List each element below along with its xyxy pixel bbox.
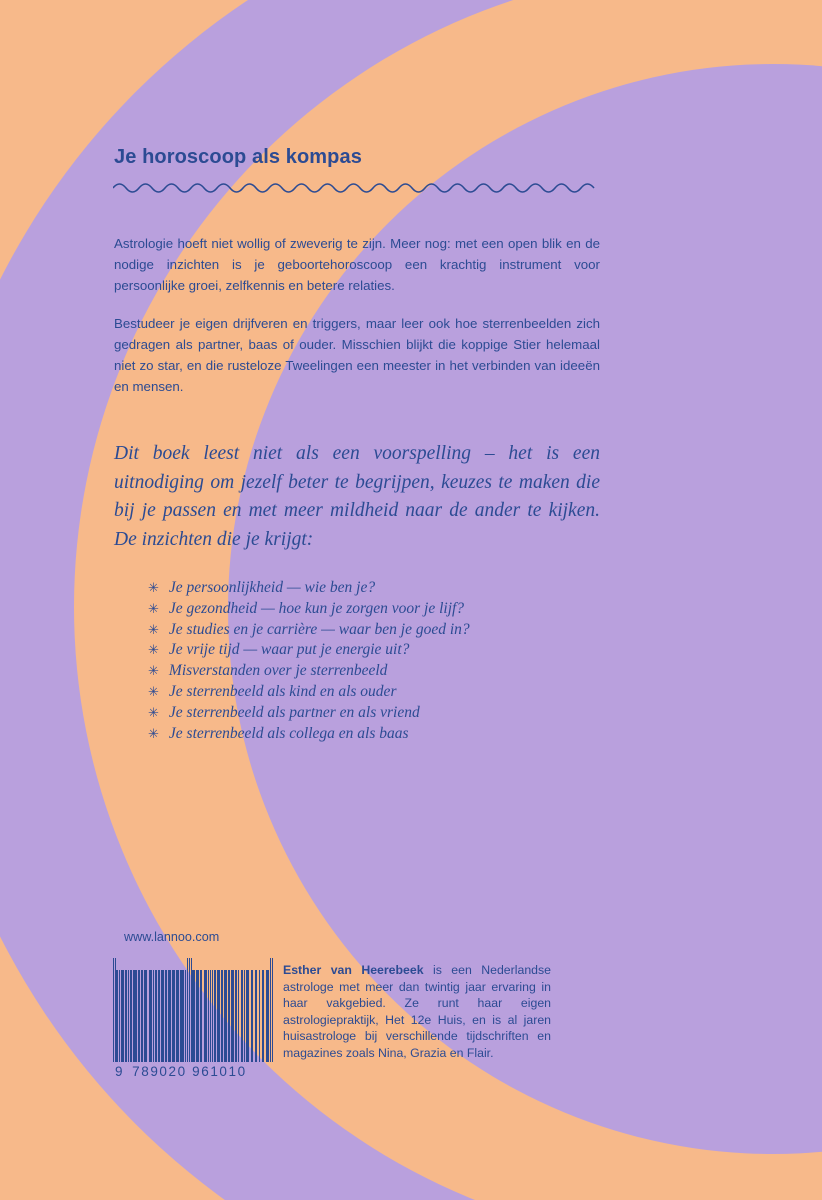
list-item: [148, 703, 588, 724]
author-bio-text: is een Nederlandse astrologe met meer dan twintig jaar ervaring in haar vakgebied. Ze runt haar eigen astrologiepraktijk, Het 12e Huis, en is al jaren huisastrologe bij verschillende tijdschriften en magazines zoals Nina, Grazia en Flair.: [283, 963, 551, 1060]
paragraph-2: Bestudeer je eigen drijfveren en triggers, maar leer ook hoe sterrenbeelden zich gedragen als partner, baas of ouder. Misschien blijkt die koppige Stier helemaal niet zo star, en die rusteloze Tweelingen een meester in het verbinden van ideeën en mensen.: [114, 316, 600, 394]
list-item: [148, 724, 588, 745]
list-item: [148, 682, 588, 703]
author-bio: [283, 962, 551, 1062]
list-item: [148, 620, 588, 641]
barcode-prefix-digit: 9: [115, 1064, 125, 1079]
asterisk-icon: ✳: [148, 621, 159, 637]
asterisk-icon: ✳: [148, 642, 159, 658]
intro-paragraphs: [114, 233, 600, 414]
list-item-label: Je sterrenbeeld als kind en als ouder: [168, 682, 397, 700]
author-name: Esther van Heerebeek: [283, 963, 424, 977]
list-item-label: Je studies en je carrière — waar ben je goed in?: [168, 620, 470, 638]
page-title: Je horoscoop als kompas: [114, 146, 362, 168]
barcode-bars: [113, 958, 273, 1062]
list-item-label: Je vrije tijd — waar put je energie uit?: [168, 641, 410, 659]
asterisk-icon: ✳: [148, 704, 159, 720]
list-item: [148, 578, 588, 599]
list-item-label: Je sterrenbeeld als collega en als baas: [168, 724, 409, 742]
list-item-label: Je persoonlijkheid — wie ben je?: [168, 579, 376, 596]
barcode-number: [113, 1064, 273, 1079]
asterisk-icon: ✳: [148, 663, 159, 679]
bullet-list: [148, 578, 588, 744]
pull-quote: Dit boek leest niet als een voorspelling – het is een uitnodiging om jezelf beter te begrijpen, keuzes te maken die bij je passen en met meer mildheid naar de ander te kijken. De inzichten die je krijgt:: [114, 443, 600, 550]
barcode: [113, 958, 273, 1079]
wave-divider: [113, 180, 599, 196]
publisher-website[interactable]: www.lannoo.com: [124, 930, 220, 944]
list-item-label: Misverstanden over je sterrenbeeld: [168, 662, 388, 680]
asterisk-icon: ✳: [148, 580, 159, 595]
asterisk-icon: ✳: [148, 683, 159, 699]
list-item-label: Je gezondheid — hoe kun je zorgen voor je lijf?: [168, 599, 465, 617]
list-item-label: Je sterrenbeeld als partner en als vriend: [168, 703, 420, 721]
list-item: [148, 661, 588, 682]
asterisk-icon: ✳: [148, 725, 159, 741]
list-item: [148, 640, 588, 661]
list-item: [148, 599, 588, 620]
barcode-digits: 789020 961010: [132, 1064, 247, 1079]
asterisk-icon: ✳: [148, 600, 159, 616]
paragraph-1: Astrologie hoeft niet wollig of zweverig te zijn. Meer nog: met een open blik en de nodige inzichten is je geboortehoroscoop een krachtig instrument voor persoonlijke groei, zelfkennis en betere relaties.: [114, 236, 600, 293]
